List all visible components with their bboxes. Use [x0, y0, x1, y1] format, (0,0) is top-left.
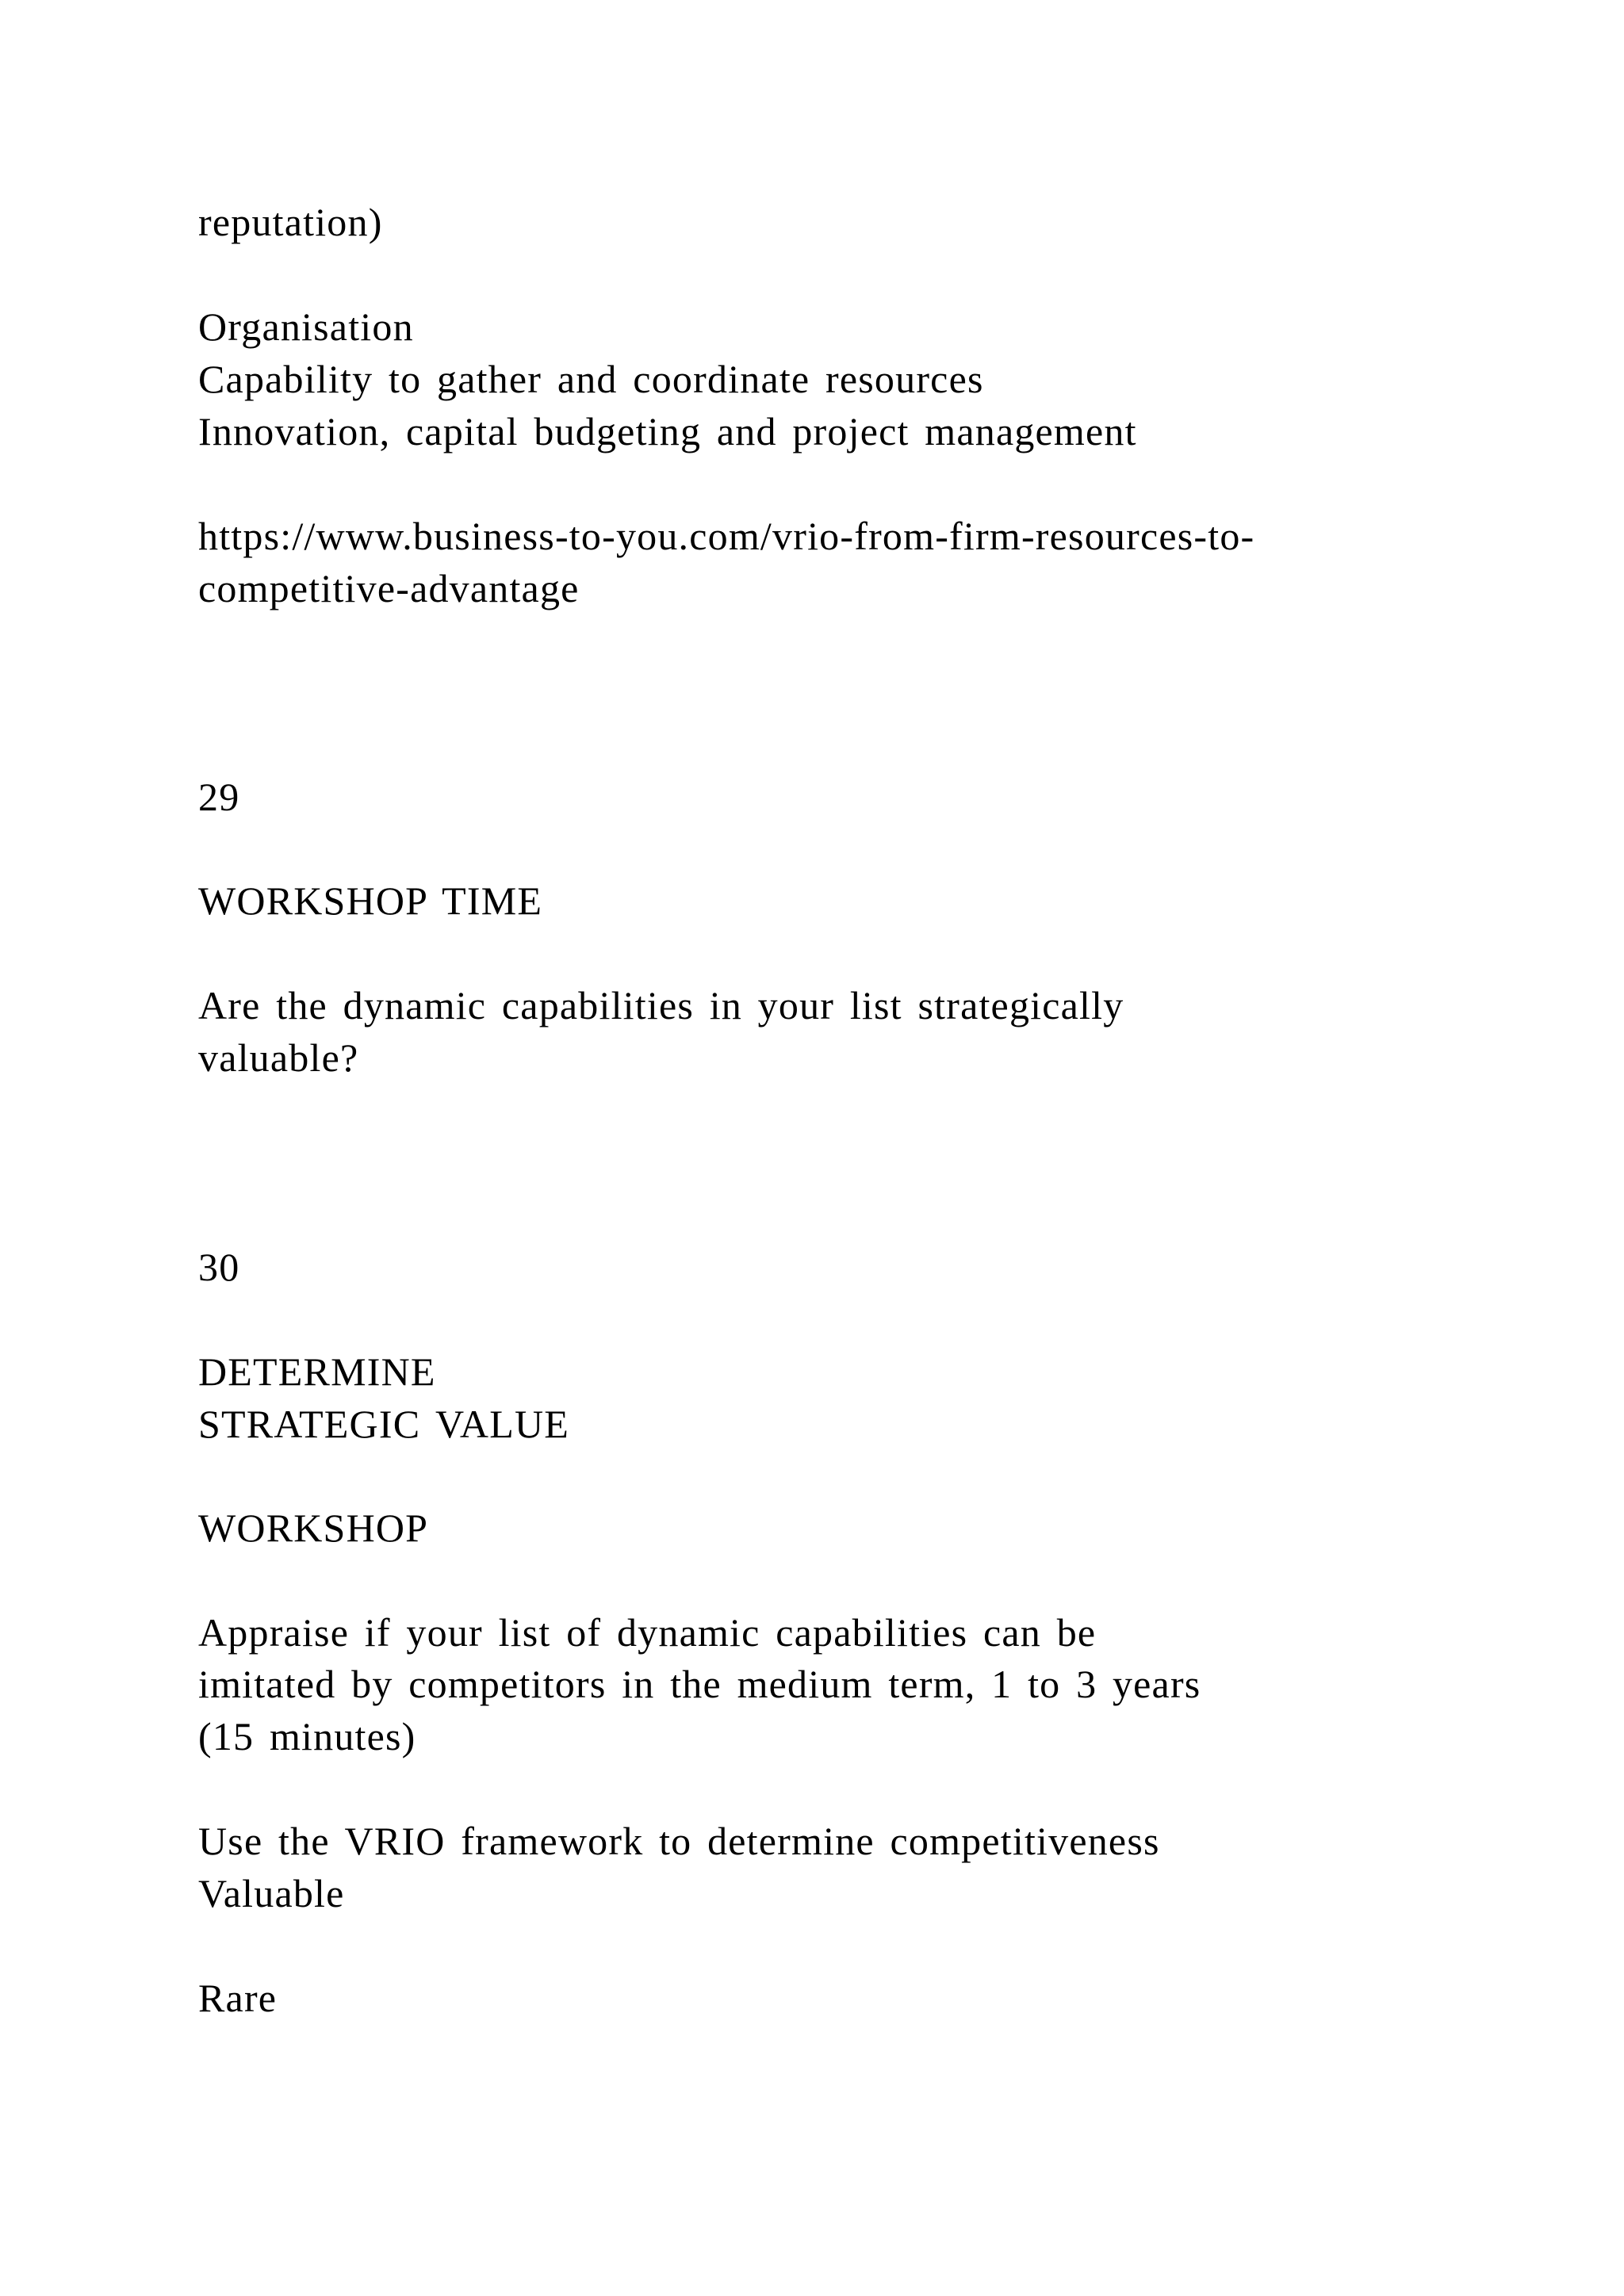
text-line: Innovation, capital budgeting and project management	[198, 409, 1137, 453]
section-heading: STRATEGIC VALUE	[198, 1402, 570, 1446]
section-heading: Organisation	[198, 304, 414, 349]
reference-url: https://www.business-to-you.com/vrio-from-firm-resources-to-	[198, 514, 1255, 558]
text-line: reputation)	[198, 200, 383, 244]
text-line: (15 minutes)	[198, 1714, 416, 1758]
text-line: imitated by competitors in the medium term, 1 to 3 years	[198, 1662, 1201, 1706]
slide-number: 30	[198, 1245, 240, 1289]
text-line: valuable?	[198, 1035, 359, 1080]
text-line: Capability to gather and coordinate resources	[198, 357, 984, 401]
slide-number: 29	[198, 775, 240, 819]
section-heading: DETERMINE	[198, 1349, 436, 1394]
text-line: Valuable	[198, 1871, 345, 1915]
section-heading: WORKSHOP	[198, 1506, 429, 1550]
text-line: Appraise if your list of dynamic capabilities can be	[198, 1610, 1097, 1655]
section-heading: WORKSHOP TIME	[198, 878, 543, 923]
reference-url: competitive-advantage	[198, 566, 580, 610]
text-line: Rare	[198, 1976, 278, 2020]
text-line: Use the VRIO framework to determine competitiveness	[198, 1819, 1160, 1863]
text-line: Are the dynamic capabilities in your list strategically	[198, 983, 1124, 1027]
